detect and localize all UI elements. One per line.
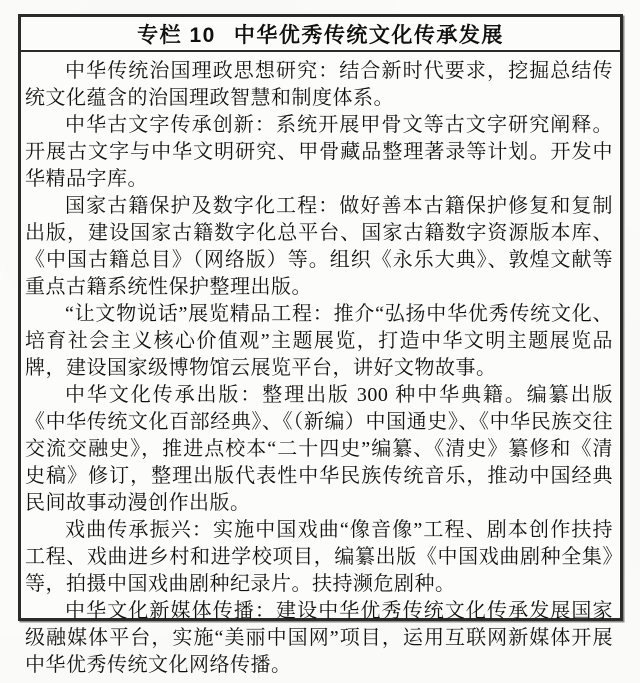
- panel-title-number: 专栏 10: [137, 23, 216, 47]
- paragraph: “让文物说话”展览精品工程：推介“弘扬中华优秀传统文化、培育社会主义核心价值观”主题展览，打造中华文明主题展览品牌，建设国家级博物馆云展览平台，讲好文物故事。: [25, 303, 613, 379]
- paragraph: 中华古文字传承创新：系统开展甲骨文等古文字研究阐释。开展古文字与中华文明研究、甲骨藏品整理著录等计划。开发中华精品字库。: [25, 114, 613, 190]
- panel-body: [21, 52, 620, 683]
- panel-title: [21, 17, 620, 52]
- column-panel: [18, 14, 623, 676]
- paragraph: 中华文化传承出版：整理出版 300 种中华典籍。编纂出版《中华传统文化百部经典》、《（新编）中国通史》、《中华民族交往交流交融史》，推进点校本“二十四史”编纂、《清史》纂修和《清史稿》修订，整理出版代表性中华民族传统音乐，推动中国经典民间故事动漫创作出版。: [25, 384, 613, 514]
- panel-title-text: 中华优秀传统文化传承发展: [233, 23, 504, 47]
- paragraph: 戏曲传承振兴：实施中国戏曲“像音像”工程、剧本创作扶持工程、戏曲进乡村和进学校项目，编纂出版《中国戏曲剧种全集》等，拍摄中国戏曲剧种纪录片。扶持濒危剧种。: [25, 519, 613, 595]
- paragraph: 中华文化新媒体传播：建设中华优秀传统文化传承发展国家级融媒体平台，实施“美丽中国网”项目，运用互联网新媒体开展中华优秀传统文化网络传播。: [25, 600, 613, 676]
- paragraph: 中华传统治国理政思想研究：结合新时代要求，挖掘总结传统文化蕴含的治国理政智慧和制度体系。: [25, 60, 613, 109]
- paragraph: 国家古籍保护及数字化工程：做好善本古籍保护修复和复制出版，建设国家古籍数字化总平台、国家古籍数字资源版本库、《中国古籍总目》（网络版）等。组织《永乐大典》、敦煌文献等重点古籍系统性保护整理出版。: [25, 195, 613, 298]
